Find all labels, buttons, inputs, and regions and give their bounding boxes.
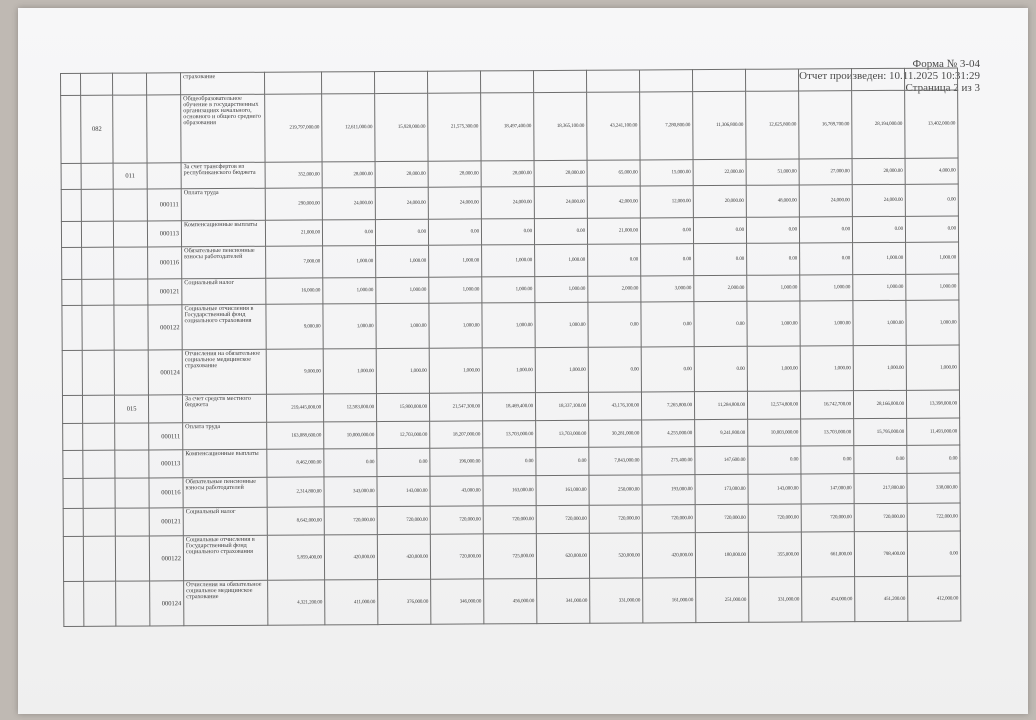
amount-cell: 720,000.00 xyxy=(854,503,907,531)
item-name-cell: Общеобразовательное обучение в государственных организациях начального, основного и общего среднего образования xyxy=(181,94,265,163)
amount-cell: 331,000.00 xyxy=(749,577,802,622)
amount-cell: 22,000.00 xyxy=(693,159,746,185)
amount-cell: 217,800.00 xyxy=(854,473,907,503)
amount-cell: 12,583,000.00 xyxy=(323,394,376,422)
amount-cell: 2,314,800.00 xyxy=(267,477,324,507)
amount-cell: 0.00 xyxy=(428,219,481,245)
code-cell xyxy=(63,508,83,536)
amount-cell: 10,003,000.00 xyxy=(748,419,801,446)
amount-cell: 0.00 xyxy=(534,218,587,244)
amount-cell: 290,000.00 xyxy=(265,188,322,220)
amount-cell: 161,000.00 xyxy=(536,475,589,505)
amount-cell: 5,859,400.00 xyxy=(267,535,324,580)
amount-cell: 7,000.00 xyxy=(266,246,323,278)
amount-cell: 0.00 xyxy=(905,216,958,242)
amount-cell: 161,000.00 xyxy=(643,578,696,623)
amount-cell: 520,000.00 xyxy=(589,533,642,578)
code-cell xyxy=(113,73,147,95)
amount-cell: 24,000.00 xyxy=(534,186,587,218)
amount-cell: 0.00 xyxy=(694,346,747,391)
amount-cell: 13,398,000.00 xyxy=(906,390,959,418)
amount-cell: 51,000.00 xyxy=(746,159,799,185)
amount-cell: 0.00 xyxy=(693,217,746,243)
amount-cell: 15,000.00 xyxy=(640,160,693,186)
amount-cell: 720,000.00 xyxy=(430,506,483,534)
amount-cell: 27,000.00 xyxy=(799,159,852,185)
item-name-cell: Оплата труда xyxy=(183,422,267,450)
code-cell xyxy=(115,450,149,478)
amount-cell: 620,000.00 xyxy=(536,533,589,578)
amount-cell: 1,000.00 xyxy=(747,301,800,346)
code-cell xyxy=(114,350,148,395)
code-cell xyxy=(116,581,150,626)
amount-cell: 173,000.00 xyxy=(695,474,748,504)
amount-cell: 11,306,800.00 xyxy=(693,91,746,159)
code-cell xyxy=(114,279,148,305)
item-name-cell: Социальный налог xyxy=(182,278,266,305)
amount-cell: 420,000.00 xyxy=(324,535,377,580)
item-name-cell: Социальные отчисления в Государственный фонд социального страхования xyxy=(183,535,267,581)
code-cell xyxy=(83,450,115,478)
amount-cell: 15,928,000.00 xyxy=(375,93,428,161)
amount-cell: 412,000.00 xyxy=(908,576,961,621)
item-name-cell: Обязательные пенсионные взносы работодателей xyxy=(183,477,267,508)
amount-cell: 1,000.00 xyxy=(429,245,482,277)
amount-cell: 4,000.00 xyxy=(905,158,958,184)
amount-cell: 18,207,000.00 xyxy=(430,421,483,448)
amount-cell: 10,000,000.00 xyxy=(324,422,377,449)
amount-cell: 352,000.00 xyxy=(265,162,322,188)
amount-cell: 0.00 xyxy=(536,447,589,475)
amount-cell: 219,797,000.00 xyxy=(265,94,322,162)
amount-cell: 0.00 xyxy=(905,184,958,216)
amount-cell: 251,000.00 xyxy=(696,577,749,622)
amount-cell: 28,000.00 xyxy=(428,161,481,187)
amount-cell: 20,000.00 xyxy=(693,185,746,217)
amount-cell: 0.00 xyxy=(588,347,641,392)
amount-cell: 720,000.00 xyxy=(430,534,483,579)
amount-cell: 9,000.00 xyxy=(266,304,323,349)
amount-cell: 13,703,000.00 xyxy=(536,420,589,447)
code-cell: 000113 xyxy=(147,221,181,247)
item-name-cell: страхование xyxy=(181,72,265,95)
item-name-cell: Социальные отчисления в Государственный фонд социального страхования xyxy=(182,304,266,350)
amount-cell: 451,200.00 xyxy=(855,576,908,621)
code-cell xyxy=(61,73,81,95)
item-name-cell: Оплата труда xyxy=(181,188,265,221)
code-cell xyxy=(115,536,149,581)
amount-cell: 0.00 xyxy=(800,243,853,275)
code-cell xyxy=(147,73,181,95)
code-cell xyxy=(114,247,148,279)
amount-cell: 13,703,000.00 xyxy=(483,421,536,448)
code-cell xyxy=(147,163,181,189)
code-cell xyxy=(83,508,115,536)
amount-cell: 24,000.00 xyxy=(481,187,534,219)
amount-cell: 28,000.00 xyxy=(375,161,428,187)
amount-cell: 0.00 xyxy=(694,301,747,346)
table-row xyxy=(63,531,960,581)
amount-cell: 720,000.00 xyxy=(483,506,536,534)
amount-cell: 420,000.00 xyxy=(377,534,430,579)
amount-cell: 1,000.00 xyxy=(323,246,376,278)
amount-cell: 1,000.00 xyxy=(906,242,959,274)
amount-cell: 1,000.00 xyxy=(376,303,429,348)
amount-cell: 24,000.00 xyxy=(322,188,375,220)
amount-cell: 0.00 xyxy=(375,219,428,245)
amount-cell: 13,703,000.00 xyxy=(801,419,854,446)
amount-cell: 163,000.00 xyxy=(483,476,536,506)
amount-cell: 1,000.00 xyxy=(429,277,482,303)
amount-cell: 0.00 xyxy=(322,220,375,246)
amount-cell: 720,000.00 xyxy=(377,506,430,534)
code-cell xyxy=(81,221,113,247)
amount-cell: 9,241,800.00 xyxy=(695,419,748,446)
amount-cell: 21,000.00 xyxy=(265,220,322,246)
code-cell xyxy=(83,423,115,450)
amount-cell: 1,000.00 xyxy=(800,301,853,346)
amount-cell: 0.00 xyxy=(747,243,800,275)
amount-cell: 411,000.00 xyxy=(325,580,378,625)
amount-cell: 0.00 xyxy=(640,218,693,244)
amount-cell: 720,000.00 xyxy=(589,505,642,533)
amount-cell: 11,493,000.00 xyxy=(907,418,960,445)
code-cell: 000122 xyxy=(148,305,182,350)
amount-cell: 454,000.00 xyxy=(802,577,855,622)
amount-cell: 720,000.00 xyxy=(324,507,377,535)
item-name-cell: Отчисления на обязательное социальное медицинское страхование xyxy=(184,580,268,626)
amount-cell: 8,642,000.00 xyxy=(267,507,324,535)
code-cell xyxy=(82,247,114,279)
amount-cell: 28,166,000.00 xyxy=(853,390,906,418)
amount-cell: 1,000.00 xyxy=(853,300,906,345)
budget-table xyxy=(60,68,961,627)
amount-cell: 0.00 xyxy=(799,217,852,243)
amount-cell: 0.00 xyxy=(483,448,536,476)
amount-cell: 1,000.00 xyxy=(747,275,800,301)
amount-cell: 0.00 xyxy=(801,446,854,474)
code-cell: 011 xyxy=(113,163,147,189)
amount-cell: 1,000.00 xyxy=(535,276,588,302)
amount-cell: 7,265,800.00 xyxy=(641,392,694,420)
amount-cell xyxy=(851,68,904,90)
amount-cell: 0.00 xyxy=(694,243,747,275)
amount-cell: 1,000.00 xyxy=(482,245,535,277)
amount-cell: 16,769,700.00 xyxy=(799,91,852,159)
code-cell xyxy=(62,247,82,279)
amount-cell: 28,194,000.00 xyxy=(852,90,905,158)
amount-cell: 24,000.00 xyxy=(852,184,905,216)
amount-cell: 275,400.00 xyxy=(642,447,695,475)
code-cell xyxy=(62,395,82,423)
amount-cell: 1,000.00 xyxy=(429,303,482,348)
amount-cell: 798,400.00 xyxy=(854,531,907,576)
amount-cell: 0.00 xyxy=(746,217,799,243)
code-cell: 000124 xyxy=(150,581,184,626)
amount-cell: 7,843,000.00 xyxy=(589,447,642,475)
amount-cell: 355,000.00 xyxy=(748,532,801,577)
table-row xyxy=(62,345,959,395)
code-cell xyxy=(83,536,115,581)
amount-cell xyxy=(264,72,321,94)
code-cell xyxy=(82,279,114,305)
amount-cell: 1,000.00 xyxy=(535,244,588,276)
code-cell xyxy=(63,478,83,508)
amount-cell: 12,574,800.00 xyxy=(747,391,800,419)
code-cell xyxy=(84,581,116,626)
code-cell xyxy=(61,189,81,221)
amount-cell: 8,462,000.00 xyxy=(267,449,324,477)
amount-cell: 15,795,000.00 xyxy=(854,418,907,445)
code-cell xyxy=(81,163,113,189)
code-cell xyxy=(82,350,114,395)
amount-cell: 11,284,800.00 xyxy=(694,391,747,419)
code-cell: 000111 xyxy=(149,423,183,450)
code-cell xyxy=(61,95,81,163)
item-name-cell: Обязательные пенсионные взносы работодателей xyxy=(182,246,266,279)
amount-cell: 1,000.00 xyxy=(482,303,535,348)
amount-cell: 21,547,300.00 xyxy=(429,393,482,421)
code-cell xyxy=(113,189,147,221)
amount-cell: 7,280,800.00 xyxy=(640,92,693,160)
amount-cell: 1,000.00 xyxy=(853,242,906,274)
code-cell xyxy=(64,581,84,626)
amount-cell: 30,281,000.00 xyxy=(589,420,642,447)
code-cell xyxy=(61,221,81,247)
amount-cell: 0.00 xyxy=(377,448,430,476)
code-cell xyxy=(113,95,147,163)
amount-cell: 1,000.00 xyxy=(323,278,376,304)
amount-cell xyxy=(374,71,427,93)
amount-cell: 219,445,000.00 xyxy=(266,394,323,422)
amount-cell: 720,000.00 xyxy=(695,504,748,532)
amount-cell: 163,088,600.00 xyxy=(267,422,324,449)
item-name-cell: Отчисления на обязательное социальное медицинское страхование xyxy=(182,349,266,395)
code-cell xyxy=(82,395,114,423)
amount-cell: 2,000.00 xyxy=(694,275,747,301)
amount-cell: 147,000.00 xyxy=(801,474,854,504)
code-cell xyxy=(61,163,81,189)
amount-cell: 1,000.00 xyxy=(853,274,906,300)
amount-cell: 12,000.00 xyxy=(640,186,693,218)
amount-cell xyxy=(533,70,586,92)
table-row xyxy=(62,300,959,350)
amount-cell: 143,000.00 xyxy=(748,474,801,504)
code-cell: 000124 xyxy=(148,350,182,395)
code-cell xyxy=(148,395,182,423)
item-name-cell: За счет трансфертов из республиканского бюджета xyxy=(181,162,265,189)
amount-cell: 1,000.00 xyxy=(853,345,906,390)
amount-cell: 24,000.00 xyxy=(375,187,428,219)
item-name-cell: Компенсационные выплаты xyxy=(183,449,267,478)
amount-cell: 1,000.00 xyxy=(376,277,429,303)
table-row xyxy=(64,576,961,626)
amount-cell: 48,000.00 xyxy=(746,185,799,217)
amount-cell: 196,000.00 xyxy=(430,448,483,476)
amount-cell: 18,337,100.00 xyxy=(535,392,588,420)
code-cell xyxy=(62,305,82,350)
amount-cell: 43,000.00 xyxy=(430,476,483,506)
code-cell xyxy=(115,423,149,450)
code-cell xyxy=(62,350,82,395)
amount-cell: 1,000.00 xyxy=(747,346,800,391)
code-cell xyxy=(147,95,181,163)
amount-cell: 0.00 xyxy=(641,244,694,276)
amount-cell: 15,900,000.00 xyxy=(376,393,429,421)
amount-cell xyxy=(427,71,480,93)
amount-cell: 1,000.00 xyxy=(323,349,376,394)
item-name-cell: За счет средств местного бюджета xyxy=(182,394,266,423)
amount-cell: 0.00 xyxy=(324,449,377,477)
code-cell xyxy=(113,221,147,247)
amount-cell xyxy=(798,69,851,91)
amount-cell: 24,000.00 xyxy=(799,185,852,217)
amount-cell: 1,000.00 xyxy=(906,300,959,345)
amount-cell xyxy=(904,68,957,90)
amount-cell: 661,000.00 xyxy=(801,532,854,577)
amount-cell: 456,000.00 xyxy=(484,579,537,624)
amount-cell: 1,000.00 xyxy=(906,345,959,390)
amount-cell: 18,365,100.00 xyxy=(534,92,587,160)
amount-cell: 4,321,200.00 xyxy=(268,580,325,625)
amount-cell: 42,000.00 xyxy=(587,186,640,218)
amount-cell xyxy=(692,69,745,91)
amount-cell: 28,000.00 xyxy=(534,160,587,186)
amount-cell: 18,497,400.00 xyxy=(481,93,534,161)
amount-cell: 331,000.00 xyxy=(590,578,643,623)
amount-cell: 21,000.00 xyxy=(587,218,640,244)
table-row xyxy=(61,90,958,163)
amount-cell: 0.00 xyxy=(748,446,801,474)
amount-cell: 18,469,400.00 xyxy=(482,393,535,421)
amount-cell: 725,000.00 xyxy=(483,534,536,579)
amount-cell: 0.00 xyxy=(907,531,960,576)
amount-cell: 341,000.00 xyxy=(537,578,590,623)
code-cell: 000116 xyxy=(148,247,182,279)
amount-cell: 0.00 xyxy=(641,347,694,392)
amount-cell: 0.00 xyxy=(854,445,907,473)
amount-cell: 1,000.00 xyxy=(535,347,588,392)
form-number: Форма № 3-04 xyxy=(912,58,980,70)
code-cell xyxy=(81,73,113,95)
code-cell xyxy=(115,478,149,508)
code-cell xyxy=(115,508,149,536)
amount-cell: 12,611,000.00 xyxy=(322,94,375,162)
amount-cell: 2,000.00 xyxy=(588,276,641,302)
amount-cell: 1,000.00 xyxy=(906,274,959,300)
amount-cell: 338,000.00 xyxy=(907,473,960,503)
code-cell: 082 xyxy=(81,95,113,163)
code-cell: 000111 xyxy=(147,189,181,221)
amount-cell: 9,000.00 xyxy=(266,349,323,394)
amount-cell: 12,625,800.00 xyxy=(746,91,799,159)
amount-cell: 147,600.00 xyxy=(695,446,748,474)
code-cell xyxy=(63,450,83,478)
amount-cell: 43,176,100.00 xyxy=(588,392,641,420)
amount-cell: 0.00 xyxy=(588,302,641,347)
amount-cell: 720,000.00 xyxy=(536,505,589,533)
amount-cell: 0.00 xyxy=(852,216,905,242)
amount-cell: 143,000.00 xyxy=(377,476,430,506)
amount-cell: 0.00 xyxy=(907,445,960,473)
amount-cell: 180,000.00 xyxy=(695,532,748,577)
amount-cell: 0.00 xyxy=(641,302,694,347)
amount-cell xyxy=(480,71,533,93)
amount-cell: 420,000.00 xyxy=(642,533,695,578)
budget-table-sheet xyxy=(60,68,961,627)
code-cell xyxy=(63,536,83,581)
code-cell: 000116 xyxy=(149,478,183,508)
code-cell xyxy=(81,189,113,221)
amount-cell: 1,000.00 xyxy=(800,346,853,391)
amount-cell: 28,000.00 xyxy=(852,158,905,184)
amount-cell xyxy=(745,69,798,91)
amount-cell: 21,575,300.00 xyxy=(428,93,481,161)
code-cell xyxy=(82,305,114,350)
amount-cell: 28,000.00 xyxy=(481,161,534,187)
amount-cell: 13,402,000.00 xyxy=(905,90,958,158)
code-cell: 000121 xyxy=(149,508,183,536)
report-timestamp: Отчет произведен: 10.11.2025 10:31:29 xyxy=(799,70,980,82)
amount-cell xyxy=(321,72,374,94)
amount-cell: 250,000.00 xyxy=(589,475,642,505)
amount-cell: 720,000.00 xyxy=(748,504,801,532)
code-cell xyxy=(63,423,83,450)
amount-cell: 3,000.00 xyxy=(641,276,694,302)
amount-cell: 1,000.00 xyxy=(323,304,376,349)
amount-cell: 24,000.00 xyxy=(428,187,481,219)
amount-cell: 1,000.00 xyxy=(800,275,853,301)
amount-cell: 1,000.00 xyxy=(482,348,535,393)
amount-cell: 4,255,000.00 xyxy=(642,420,695,447)
code-cell: 000122 xyxy=(149,536,183,581)
item-name-cell: Компенсационные выплаты xyxy=(181,220,265,247)
amount-cell: 16,000.00 xyxy=(266,278,323,304)
amount-cell: 1,000.00 xyxy=(482,277,535,303)
amount-cell: 1,000.00 xyxy=(429,348,482,393)
amount-cell: 1,000.00 xyxy=(376,348,429,393)
amount-cell: 193,000.00 xyxy=(642,475,695,505)
amount-cell: 720,000.00 xyxy=(801,504,854,532)
amount-cell: 12,703,000.00 xyxy=(377,421,430,448)
code-cell: 000113 xyxy=(149,450,183,478)
amount-cell: 43,241,100.00 xyxy=(587,92,640,160)
item-name-cell: Социальный налог xyxy=(183,507,267,536)
code-cell xyxy=(62,279,82,305)
amount-cell: 0.00 xyxy=(481,219,534,245)
code-cell: 000121 xyxy=(148,279,182,305)
amount-cell: 28,000.00 xyxy=(322,162,375,188)
amount-cell: 65,000.00 xyxy=(587,160,640,186)
code-cell xyxy=(114,305,148,350)
amount-cell: 343,000.00 xyxy=(324,477,377,507)
code-cell: 015 xyxy=(114,395,148,423)
amount-cell: 1,000.00 xyxy=(376,245,429,277)
amount-cell: 722,000.00 xyxy=(907,503,960,531)
amount-cell: 376,000.00 xyxy=(378,579,431,624)
page-number: Страница 2 из 3 xyxy=(905,82,980,94)
amount-cell: 1,000.00 xyxy=(535,302,588,347)
code-cell xyxy=(83,478,115,508)
amount-cell: 0.00 xyxy=(588,244,641,276)
amount-cell: 16,742,700.00 xyxy=(800,391,853,419)
amount-cell: 346,000.00 xyxy=(431,579,484,624)
amount-cell xyxy=(639,70,692,92)
amount-cell: 720,000.00 xyxy=(642,505,695,533)
amount-cell xyxy=(586,70,639,92)
